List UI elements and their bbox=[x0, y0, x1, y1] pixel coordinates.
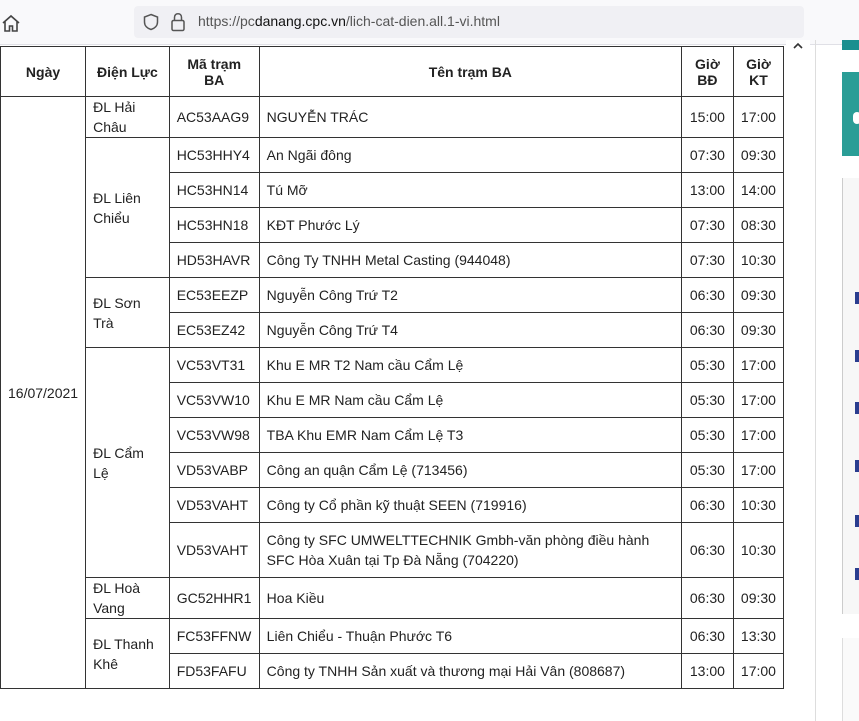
url-domain: danang.cpc.vn bbox=[254, 13, 346, 29]
sidebar-link-marker[interactable] bbox=[855, 460, 859, 472]
sidebar-link-marker[interactable] bbox=[855, 292, 859, 304]
scroll-up-arrow-icon[interactable] bbox=[792, 40, 804, 52]
end-time-cell: 09:30 bbox=[733, 578, 783, 619]
home-icon[interactable] bbox=[0, 12, 22, 34]
station-code-cell: VC53VW10 bbox=[169, 383, 259, 418]
station-name-cell: Nguyễn Công Trứ T4 bbox=[259, 313, 681, 348]
unit-cell: ĐL Hoà Vang bbox=[86, 578, 170, 619]
end-time-cell: 13:30 bbox=[733, 619, 783, 654]
end-time-cell: 09:30 bbox=[733, 138, 783, 173]
sidebar-link-marker[interactable] bbox=[855, 402, 859, 414]
table-row bbox=[1, 348, 784, 383]
station-name-cell: Công ty SFC UMWELTTECHNIK Gmbh-văn phòng điều hành SFC Hòa Xuân tại Tp Đà Nẵng (704220) bbox=[259, 523, 681, 578]
station-name-cell: Khu E MR T2 Nam cầu Cẩm Lệ bbox=[259, 348, 681, 383]
start-time-cell: 13:00 bbox=[681, 173, 733, 208]
station-code-cell: GC52HHR1 bbox=[169, 578, 259, 619]
end-time-cell: 17:00 bbox=[733, 97, 783, 138]
end-time-cell: 17:00 bbox=[733, 383, 783, 418]
station-code-cell: VD53VAHT bbox=[169, 488, 259, 523]
table-header-row bbox=[1, 47, 784, 97]
lock-icon[interactable] bbox=[170, 12, 186, 32]
table-row bbox=[1, 97, 784, 138]
header-start-time: Giờ BĐ bbox=[681, 47, 733, 97]
table-row bbox=[1, 138, 784, 173]
station-name-cell: Công ty Cổ phần kỹ thuật SEEN (719916) bbox=[259, 488, 681, 523]
end-time-cell: 17:00 bbox=[733, 453, 783, 488]
unit-cell: ĐL Cẩm Lệ bbox=[86, 348, 170, 578]
start-time-cell: 07:30 bbox=[681, 138, 733, 173]
header-unit: Điện Lực bbox=[86, 47, 170, 97]
start-time-cell: 07:30 bbox=[681, 243, 733, 278]
station-name-cell: Hoa Kiều bbox=[259, 578, 681, 619]
outage-schedule-container bbox=[0, 46, 784, 721]
station-code-cell: AC53AAG9 bbox=[169, 97, 259, 138]
unit-cell: ĐL Hải Châu bbox=[86, 97, 170, 138]
end-time-cell: 10:30 bbox=[733, 523, 783, 578]
start-time-cell: 15:00 bbox=[681, 97, 733, 138]
station-name-cell: TBA Khu EMR Nam Cẩm Lệ T3 bbox=[259, 418, 681, 453]
end-time-cell: 08:30 bbox=[733, 208, 783, 243]
outage-schedule-table bbox=[0, 46, 784, 689]
unit-cell: ĐL Liên Chiểu bbox=[86, 138, 170, 278]
start-time-cell: 06:30 bbox=[681, 488, 733, 523]
station-code-cell: EC53EEZP bbox=[169, 278, 259, 313]
station-code-cell: HC53HN18 bbox=[169, 208, 259, 243]
end-time-cell: 09:30 bbox=[733, 313, 783, 348]
start-time-cell: 06:30 bbox=[681, 619, 733, 654]
station-code-cell: VD53VAHT bbox=[169, 523, 259, 578]
sidebar-panel-marker bbox=[853, 112, 859, 124]
vertical-scrollbar[interactable] bbox=[786, 40, 810, 721]
station-name-cell: Nguyễn Công Trứ T2 bbox=[259, 278, 681, 313]
station-code-cell: VC53VT31 bbox=[169, 348, 259, 383]
station-name-cell: Tú Mỡ bbox=[259, 173, 681, 208]
station-name-cell: Công ty TNHH Sản xuất và thương mại Hải Vân (808687) bbox=[259, 654, 681, 689]
station-name-cell: Khu E MR Nam cầu Cẩm Lệ bbox=[259, 383, 681, 418]
header-station-name: Tên trạm BA bbox=[259, 47, 681, 97]
start-time-cell: 06:30 bbox=[681, 278, 733, 313]
station-code-cell: VC53VW98 bbox=[169, 418, 259, 453]
table-body bbox=[1, 97, 784, 689]
sidebar-link-marker[interactable] bbox=[855, 515, 859, 527]
unit-cell: ĐL Thanh Khê bbox=[86, 619, 170, 689]
start-time-cell: 05:30 bbox=[681, 348, 733, 383]
url-path: /lich-cat-dien.all.1-vi.html bbox=[345, 13, 500, 29]
end-time-cell: 17:00 bbox=[733, 418, 783, 453]
table-row bbox=[1, 578, 784, 619]
end-time-cell: 14:00 bbox=[733, 173, 783, 208]
station-code-cell: FC53FFNW bbox=[169, 619, 259, 654]
url-prefix: https://pc bbox=[198, 13, 255, 29]
station-name-cell: Liên Chiểu - Thuận Phước T6 bbox=[259, 619, 681, 654]
station-code-cell: EC53EZ42 bbox=[169, 313, 259, 348]
start-time-cell: 05:30 bbox=[681, 453, 733, 488]
start-time-cell: 05:30 bbox=[681, 418, 733, 453]
table-row bbox=[1, 278, 784, 313]
end-time-cell: 09:30 bbox=[733, 278, 783, 313]
start-time-cell: 06:30 bbox=[681, 313, 733, 348]
end-time-cell: 17:00 bbox=[733, 348, 783, 383]
station-name-cell: NGUYỄN TRÁC bbox=[259, 97, 681, 138]
sidebar-link-marker[interactable] bbox=[855, 350, 859, 362]
end-time-cell: 17:00 bbox=[733, 654, 783, 689]
unit-cell: ĐL Sơn Trà bbox=[86, 278, 170, 348]
start-time-cell: 13:00 bbox=[681, 654, 733, 689]
sidebar-news-panel bbox=[842, 178, 859, 614]
header-end-time: Giờ KT bbox=[733, 47, 783, 97]
station-code-cell: FD53FAFU bbox=[169, 654, 259, 689]
station-code-cell: HC53HHY4 bbox=[169, 138, 259, 173]
start-time-cell: 05:30 bbox=[681, 383, 733, 418]
header-station-code: Mã trạm BA bbox=[169, 47, 259, 97]
end-time-cell: 10:30 bbox=[733, 488, 783, 523]
url-text[interactable] bbox=[198, 13, 500, 29]
start-time-cell: 06:30 bbox=[681, 523, 733, 578]
end-time-cell: 10:30 bbox=[733, 243, 783, 278]
shield-icon[interactable] bbox=[142, 13, 160, 31]
station-name-cell: KĐT Phước Lý bbox=[259, 208, 681, 243]
header-date: Ngày bbox=[1, 47, 86, 97]
station-code-cell: VD53VABP bbox=[169, 453, 259, 488]
station-name-cell: Công Ty TNHH Metal Casting (944048) bbox=[259, 243, 681, 278]
table-row bbox=[1, 619, 784, 654]
sidebar-banner-top bbox=[842, 40, 859, 50]
browser-toolbar bbox=[0, 0, 859, 45]
station-code-cell: HD53HAVR bbox=[169, 243, 259, 278]
station-name-cell: Công an quận Cẩm Lệ (713456) bbox=[259, 453, 681, 488]
sidebar-bottom-panel bbox=[842, 638, 859, 721]
start-time-cell: 06:30 bbox=[681, 578, 733, 619]
sidebar-divider bbox=[815, 40, 816, 721]
date-cell: 16/07/2021 bbox=[1, 97, 86, 689]
station-code-cell: HC53HN14 bbox=[169, 173, 259, 208]
start-time-cell: 07:30 bbox=[681, 208, 733, 243]
sidebar-link-marker[interactable] bbox=[855, 568, 859, 580]
station-name-cell: An Ngãi đông bbox=[259, 138, 681, 173]
